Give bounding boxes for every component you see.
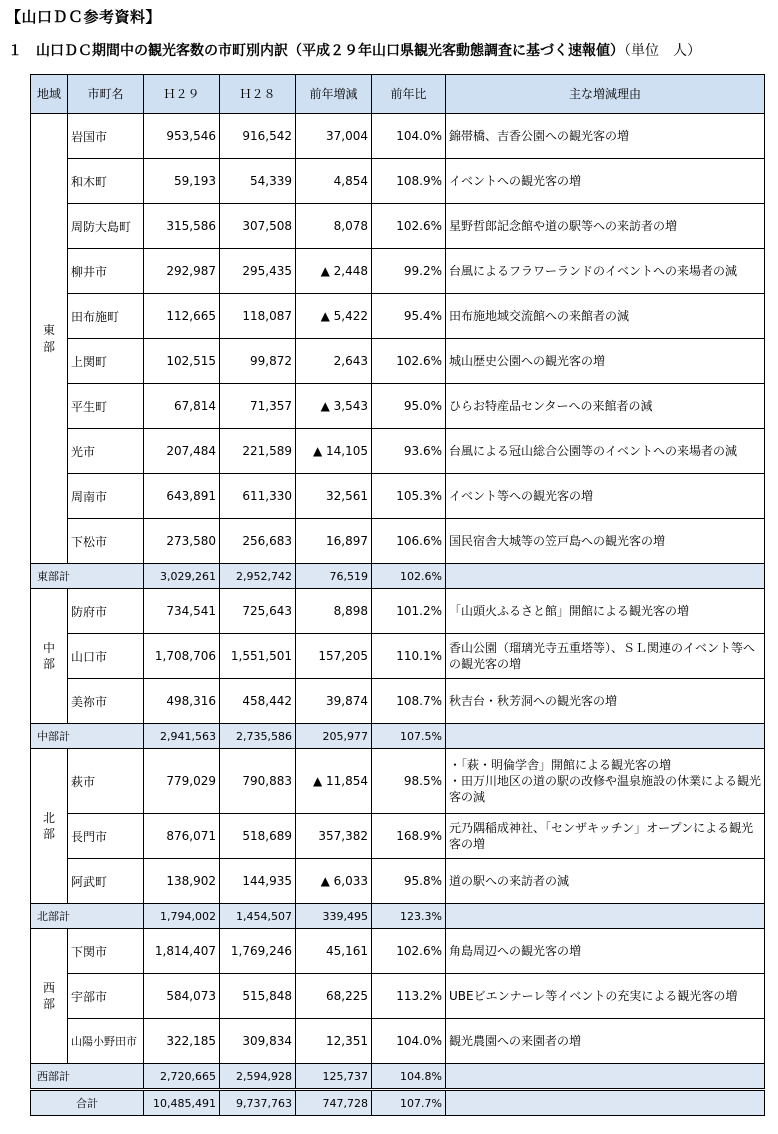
- document-title: 【山口ＤＣ参考資料】: [6, 8, 162, 26]
- table-row: [31, 814, 765, 859]
- diff-value: 357,382: [296, 814, 372, 859]
- reason-text: 「山頭火ふるさと館」開館による観光客の増: [446, 589, 765, 634]
- ratio-value: 101.2%: [372, 589, 446, 634]
- col-header-h28: Ｈ２８: [220, 75, 296, 114]
- table-row: [31, 429, 765, 474]
- reason-text: 観光農園への来園者の増: [446, 1019, 765, 1064]
- subtotal-blank: [446, 904, 765, 929]
- col-header-ratio: 前年比: [372, 75, 446, 114]
- h29-value: 59,193: [144, 159, 220, 204]
- h28-value: 99,872: [220, 339, 296, 384]
- h29-value: 779,029: [144, 749, 220, 814]
- reason-text: 道の駅への来訪者の減: [446, 859, 765, 904]
- city-name: 山口市: [68, 634, 144, 679]
- city-name: 阿武町: [68, 859, 144, 904]
- h28-value: 309,834: [220, 1019, 296, 1064]
- table-row: [31, 589, 765, 634]
- ratio-value: 104.0%: [372, 114, 446, 159]
- city-name: 和木町: [68, 159, 144, 204]
- diff-value: ▲ 11,854: [296, 749, 372, 814]
- diff-value: 8,898: [296, 589, 372, 634]
- diff-value: ▲ 2,448: [296, 249, 372, 294]
- total-diff: 747,728: [296, 1090, 372, 1116]
- reason-text: イベントへの観光客の増: [446, 159, 765, 204]
- region-label: 北 部: [42, 810, 55, 841]
- city-name: 防府市: [68, 589, 144, 634]
- reason-text: 台風によるフラワーランドのイベントへの来場者の減: [446, 249, 765, 294]
- h29-value: 315,586: [144, 204, 220, 249]
- diff-value: 68,225: [296, 974, 372, 1019]
- h28-value: 515,848: [220, 974, 296, 1019]
- h28-value: 518,689: [220, 814, 296, 859]
- city-name: 下関市: [68, 929, 144, 974]
- subtotal-h29: 3,029,261: [144, 564, 220, 589]
- h28-value: 1,551,501: [220, 634, 296, 679]
- h29-value: 112,665: [144, 294, 220, 339]
- h29-value: 734,541: [144, 589, 220, 634]
- ratio-value: 108.7%: [372, 679, 446, 724]
- ratio-value: 113.2%: [372, 974, 446, 1019]
- unit-note: （単位 人）: [624, 43, 701, 59]
- h29-value: 498,316: [144, 679, 220, 724]
- h29-value: 67,814: [144, 384, 220, 429]
- city-name: 田布施町: [68, 294, 144, 339]
- subtotal-row: [31, 904, 765, 929]
- city-name: 上関町: [68, 339, 144, 384]
- h29-value: 1,708,706: [144, 634, 220, 679]
- city-name: 宇部市: [68, 974, 144, 1019]
- diff-value: 4,854: [296, 159, 372, 204]
- reason-text: 角島周辺への観光客の増: [446, 929, 765, 974]
- diff-value: ▲ 3,543: [296, 384, 372, 429]
- diff-value: 2,643: [296, 339, 372, 384]
- subtotal-ratio: 104.8%: [372, 1064, 446, 1090]
- reason-text: 国民宿舎大城等の笠戸島への観光客の増: [446, 519, 765, 564]
- document-subtitle: [8, 40, 701, 60]
- diff-value: ▲ 5,422: [296, 294, 372, 339]
- city-name: 岩国市: [68, 114, 144, 159]
- ratio-value: 110.1%: [372, 634, 446, 679]
- h28-value: 118,087: [220, 294, 296, 339]
- total-h28: 9,737,763: [220, 1090, 296, 1116]
- h29-value: 273,580: [144, 519, 220, 564]
- reason-text: 錦帯橋、吉香公園への観光客の増: [446, 114, 765, 159]
- subtotal-ratio: 102.6%: [372, 564, 446, 589]
- subtotal-blank: [446, 564, 765, 589]
- table-row: [31, 859, 765, 904]
- h29-value: 292,987: [144, 249, 220, 294]
- table-row: [31, 1019, 765, 1064]
- subtotal-row: [31, 1064, 765, 1090]
- city-name: 萩市: [68, 749, 144, 814]
- subtotal-label: 中部計: [31, 724, 144, 749]
- reason-text: ・「萩・明倫学舎」開館による観光客の増 ・田万川地区の道の駅の改修や温泉施設の休業による観光客の減: [446, 749, 765, 814]
- diff-value: 45,161: [296, 929, 372, 974]
- ratio-value: 102.6%: [372, 339, 446, 384]
- reason-text: 城山歴史公園への観光客の増: [446, 339, 765, 384]
- subtotal-blank: [446, 724, 765, 749]
- city-name: 周南市: [68, 474, 144, 519]
- diff-value: 16,897: [296, 519, 372, 564]
- subtotal-ratio: 123.3%: [372, 904, 446, 929]
- table-body: [31, 114, 765, 1116]
- table-row: [31, 634, 765, 679]
- h28-value: 295,435: [220, 249, 296, 294]
- h28-value: 71,357: [220, 384, 296, 429]
- reason-text: 星野哲郎記念館や道の駅等への来訪者の増: [446, 204, 765, 249]
- region-cell: [31, 589, 68, 724]
- col-header-diff: 前年増減: [296, 75, 372, 114]
- h29-value: 207,484: [144, 429, 220, 474]
- table-row: [31, 249, 765, 294]
- reason-text: 香山公園（瑠璃光寺五重塔等）、ＳＬ関連のイベント等への観光客の増: [446, 634, 765, 679]
- region-label: 西 部: [42, 980, 55, 1011]
- subtotal-h28: 1,454,507: [220, 904, 296, 929]
- table-row: [31, 929, 765, 974]
- table-row: [31, 159, 765, 204]
- ratio-value: 108.9%: [372, 159, 446, 204]
- h29-value: 138,902: [144, 859, 220, 904]
- table-header-row: [31, 75, 765, 114]
- ratio-value: 93.6%: [372, 429, 446, 474]
- subtotal-h29: 2,941,563: [144, 724, 220, 749]
- col-header-city: 市町名: [68, 75, 144, 114]
- h28-value: 256,683: [220, 519, 296, 564]
- subtotal-diff: 339,495: [296, 904, 372, 929]
- subtotal-ratio: 107.5%: [372, 724, 446, 749]
- city-name: 柳井市: [68, 249, 144, 294]
- table-row: [31, 519, 765, 564]
- h28-value: 54,339: [220, 159, 296, 204]
- reason-text: UBEビエンナーレ等イベントの充実による観光客の増: [446, 974, 765, 1019]
- h28-value: 611,330: [220, 474, 296, 519]
- visitor-table: [30, 74, 765, 1116]
- reason-text: 秋吉台・秋芳洞への観光客の増: [446, 679, 765, 724]
- table-row: [31, 974, 765, 1019]
- diff-value: 157,205: [296, 634, 372, 679]
- reason-text: ひらお特産品センターへの来館者の減: [446, 384, 765, 429]
- ratio-value: 95.8%: [372, 859, 446, 904]
- col-header-reason: 主な増減理由: [446, 75, 765, 114]
- h28-value: 458,442: [220, 679, 296, 724]
- table-row: [31, 679, 765, 724]
- ratio-value: 104.0%: [372, 1019, 446, 1064]
- col-header-region: 地域: [31, 75, 68, 114]
- city-name: 平生町: [68, 384, 144, 429]
- table-row: [31, 204, 765, 249]
- diff-value: ▲ 6,033: [296, 859, 372, 904]
- city-name: 山陽小野田市: [68, 1019, 144, 1064]
- ratio-value: 102.6%: [372, 204, 446, 249]
- subtotal-label: 西部計: [31, 1064, 144, 1090]
- col-header-h29: Ｈ２９: [144, 75, 220, 114]
- table-row: [31, 114, 765, 159]
- subtitle-text: １ 山口ＤＣ期間中の観光客数の市町別内訳（平成２９年山口県観光客動態調査に基づく速報値）: [8, 43, 624, 59]
- subtotal-h28: 2,952,742: [220, 564, 296, 589]
- table-row: [31, 474, 765, 519]
- subtotal-diff: 125,737: [296, 1064, 372, 1090]
- reason-text: 台風による冠山総合公園等のイベントへの来場者の減: [446, 429, 765, 474]
- h28-value: 725,643: [220, 589, 296, 634]
- h28-value: 144,935: [220, 859, 296, 904]
- city-name: 長門市: [68, 814, 144, 859]
- reason-text: 田布施地域交流館への来館者の減: [446, 294, 765, 339]
- ratio-value: 102.6%: [372, 929, 446, 974]
- diff-value: 37,004: [296, 114, 372, 159]
- ratio-value: 95.0%: [372, 384, 446, 429]
- ratio-value: 95.4%: [372, 294, 446, 339]
- total-blank: [446, 1090, 765, 1116]
- h29-value: 953,546: [144, 114, 220, 159]
- h29-value: 643,891: [144, 474, 220, 519]
- subtotal-blank: [446, 1064, 765, 1090]
- subtotal-row: [31, 564, 765, 589]
- total-ratio: 107.7%: [372, 1090, 446, 1116]
- h28-value: 307,508: [220, 204, 296, 249]
- table-row: [31, 384, 765, 429]
- h28-value: 1,769,246: [220, 929, 296, 974]
- ratio-value: 106.6%: [372, 519, 446, 564]
- subtotal-label: 東部計: [31, 564, 144, 589]
- subtotal-h28: 2,594,928: [220, 1064, 296, 1090]
- h28-value: 790,883: [220, 749, 296, 814]
- diff-value: 8,078: [296, 204, 372, 249]
- subtotal-label: 北部計: [31, 904, 144, 929]
- total-h29: 10,485,491: [144, 1090, 220, 1116]
- subtotal-h28: 2,735,586: [220, 724, 296, 749]
- city-name: 美祢市: [68, 679, 144, 724]
- diff-value: 32,561: [296, 474, 372, 519]
- region-cell: [31, 929, 68, 1064]
- reason-text: イベント等への観光客の増: [446, 474, 765, 519]
- h28-value: 916,542: [220, 114, 296, 159]
- subtotal-diff: 205,977: [296, 724, 372, 749]
- subtotal-h29: 1,794,002: [144, 904, 220, 929]
- region-label: 中 部: [42, 640, 55, 671]
- table-row: [31, 339, 765, 384]
- ratio-value: 99.2%: [372, 249, 446, 294]
- city-name: 下松市: [68, 519, 144, 564]
- table-row: [31, 294, 765, 339]
- h29-value: 102,515: [144, 339, 220, 384]
- region-label: 東 部: [42, 323, 55, 354]
- table-row: [31, 749, 765, 814]
- subtotal-diff: 76,519: [296, 564, 372, 589]
- diff-value: 39,874: [296, 679, 372, 724]
- subtotal-row: [31, 724, 765, 749]
- total-label: 合計: [31, 1090, 144, 1116]
- subtotal-h29: 2,720,665: [144, 1064, 220, 1090]
- h29-value: 322,185: [144, 1019, 220, 1064]
- reason-text: 元乃隅稲成神社、「センザキッチン」オープンによる観光客の増: [446, 814, 765, 859]
- city-name: 周防大島町: [68, 204, 144, 249]
- h29-value: 876,071: [144, 814, 220, 859]
- total-row: [31, 1090, 765, 1116]
- region-cell: [31, 114, 68, 564]
- region-cell: [31, 749, 68, 904]
- ratio-value: 168.9%: [372, 814, 446, 859]
- h29-value: 1,814,407: [144, 929, 220, 974]
- diff-value: 12,351: [296, 1019, 372, 1064]
- h28-value: 221,589: [220, 429, 296, 474]
- diff-value: ▲ 14,105: [296, 429, 372, 474]
- h29-value: 584,073: [144, 974, 220, 1019]
- city-name: 光市: [68, 429, 144, 474]
- ratio-value: 105.3%: [372, 474, 446, 519]
- ratio-value: 98.5%: [372, 749, 446, 814]
